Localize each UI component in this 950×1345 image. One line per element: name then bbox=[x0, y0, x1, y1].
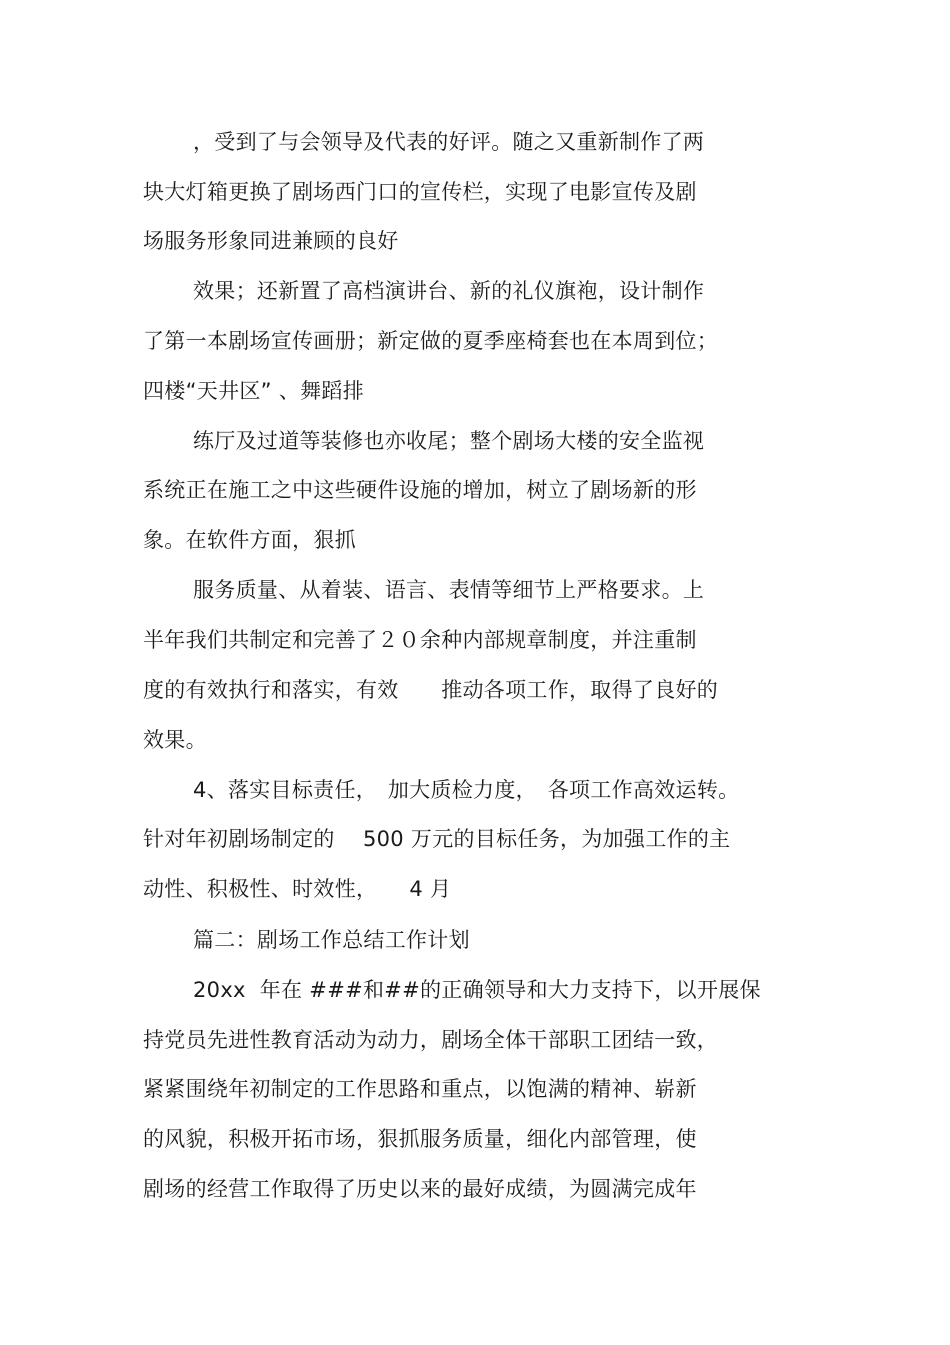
text-line-8: 系统正在施工之中这些硬件设施的增加，树立了剧场新的形 bbox=[143, 478, 697, 502]
text-line-20: 紧紧围绕年初制定的工作思路和重点，以饱满的精神、崭新 bbox=[143, 1077, 697, 1101]
text-line-2: 块大灯箱更换了剧场西门口的宣传栏，实现了电影宣传及剧 bbox=[143, 180, 697, 204]
text-line-21: 的风貌，积极开拓市场，狠抓服务质量，细化内部管理，使 bbox=[143, 1127, 697, 1151]
text-line-13: 效果。 bbox=[143, 728, 207, 752]
text-line-9: 象。在软件方面，狠抓 bbox=[143, 528, 356, 552]
text-line-7: 练厅及过道等装修也亦收尾；整个剧场大楼的安全监视 bbox=[193, 429, 705, 453]
text-line-6: 四楼“天井区” 、舞蹈排 bbox=[143, 379, 365, 403]
text-line-19: 持党员先进性教育活动为动力，剧场全体干部职工团结一致， bbox=[143, 1028, 719, 1052]
text-line-15: 针对年初剧场制定的 500 万元的目标任务，为加强工作的主 bbox=[143, 827, 731, 851]
text-line-16: 动性、积极性、时效性， 4 月 bbox=[143, 877, 452, 901]
section-heading: 篇二：剧场工作总结工作计划 bbox=[193, 928, 470, 952]
text-line-11: 半年我们共制定和完善了２０余种内部规章制度，并注重制 bbox=[143, 628, 697, 652]
text-line-18: 20xx 年在 ###和##的正确领导和大力支持下，以开展保 bbox=[193, 978, 761, 1002]
text-line-12: 度的有效执行和落实，有效 推动各项工作，取得了良好的 bbox=[143, 678, 719, 702]
text-line-1: ，受到了与会领导及代表的好评。随之又重新制作了两 bbox=[193, 130, 705, 154]
text-line-3: 场服务形象同进兼顾的良好 bbox=[143, 229, 399, 253]
text-line-5: 了第一本剧场宣传画册；新定做的夏季座椅套也在本周到位； bbox=[143, 329, 719, 353]
text-line-14: 4、落实目标责任， 加大质检力度， 各项工作高效运转。 bbox=[193, 778, 740, 802]
text-line-22: 剧场的经营工作取得了历史以来的最好成绩，为圆满完成年 bbox=[143, 1177, 697, 1201]
text-line-4: 效果；还新置了高档演讲台、新的礼仪旗袍，设计制作 bbox=[193, 279, 705, 303]
text-line-10: 服务质量、从着装、语言、表情等细节上严格要求。上 bbox=[193, 578, 705, 602]
